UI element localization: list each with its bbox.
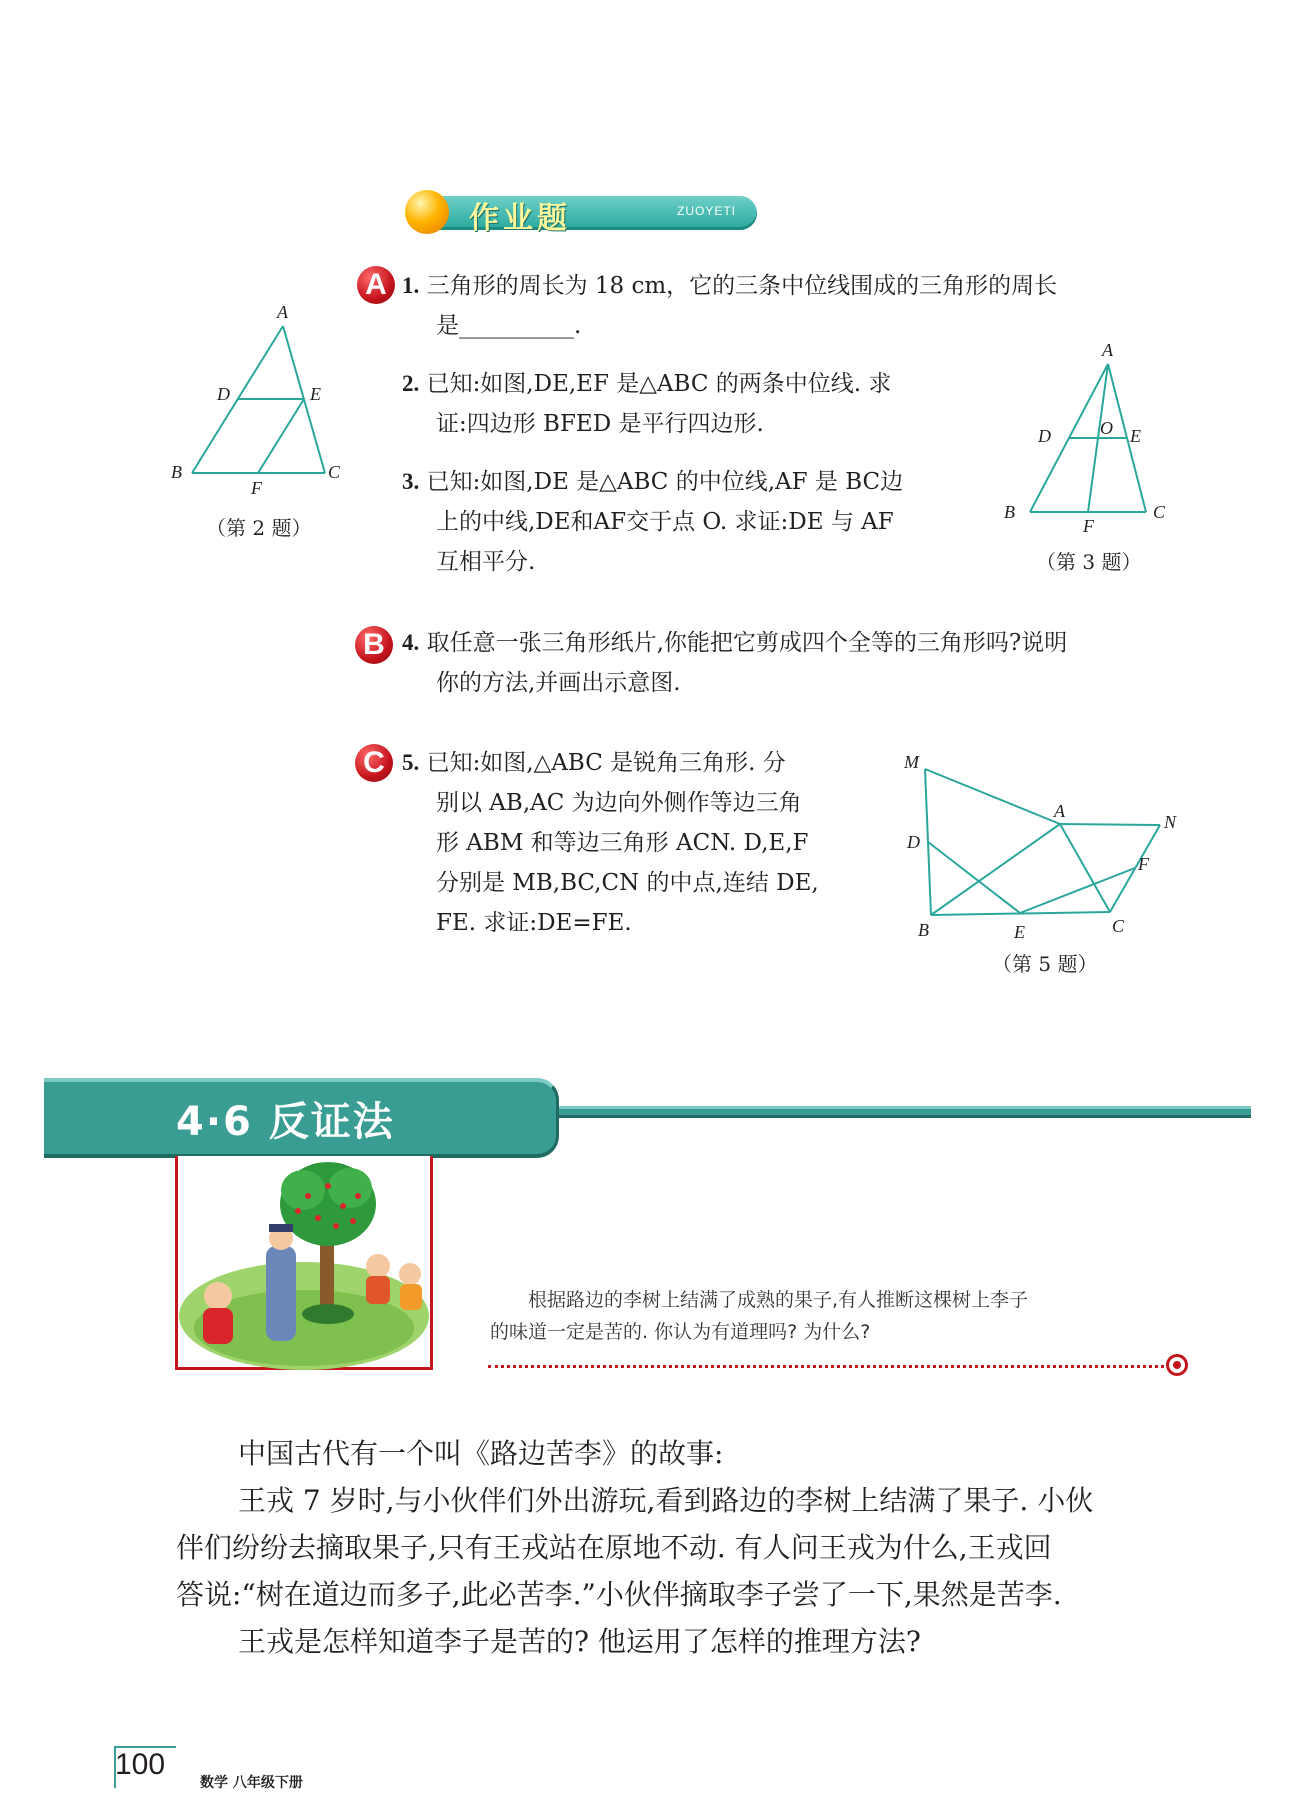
question-text: 你的方法,并画出示意图.: [436, 670, 681, 696]
figure-5-caption: （第 5 题）: [992, 952, 1098, 976]
question-3: [402, 462, 903, 582]
page-number: 100: [115, 1748, 166, 1781]
question-text: FE. 求证:DE=FE.: [436, 910, 632, 936]
question-text: 上的中线,DE和AF交于点 O. 求证:DE 与 AF: [436, 509, 894, 535]
orange-ball-icon: [405, 190, 449, 234]
label-e: E: [1014, 922, 1025, 942]
homework-banner: [405, 190, 760, 234]
label-e: E: [1130, 426, 1141, 446]
figure-3-caption: （第 3 题）: [1036, 550, 1142, 574]
question-number: 5.: [402, 750, 420, 775]
story-line: 王戎 7 岁时,与小伙伴们外出游玩,看到路边的李树上结满了果子. 小伙: [238, 1484, 1094, 1517]
question-text: 已知:如图,DE 是△ABC 的中位线,AF 是 BC边: [426, 469, 904, 495]
question-number: 3.: [402, 469, 420, 494]
label-o: O: [1100, 418, 1113, 438]
story-line: 王戎是怎样知道李子是苦的? 他运用了怎样的推理方法?: [238, 1625, 921, 1658]
question-text: 已知:如图,△ABC 是锐角三角形. 分: [426, 750, 786, 776]
label-a: A: [277, 302, 288, 322]
intro-question: [490, 1284, 1150, 1348]
story-line: 答说:“树在道边而多子,此必苦李.”小伙伴摘取李子尝了一下,果然是苦李.: [176, 1578, 1062, 1611]
label-f: F: [251, 478, 262, 498]
label-c: C: [1153, 502, 1166, 522]
label-d: D: [907, 832, 920, 852]
question-text: 互相平分.: [436, 549, 536, 575]
question-text: 取任意一张三角形纸片,你能把它剪成四个全等的三角形吗?说明: [426, 630, 1068, 656]
question-5: [402, 743, 819, 943]
label-d: D: [1038, 426, 1051, 446]
question-4: [402, 623, 1067, 703]
question-text: 三角形的周长为 18 cm，它的三条中位线围成的三角形的周长: [426, 273, 1058, 299]
level-c-badge: C: [355, 744, 393, 782]
figure-3: [1000, 334, 1200, 534]
label-a: A: [1054, 801, 1065, 821]
intro-line: 根据路边的李树上结满了成熟的果子,有人推断这棵树上李子: [528, 1289, 1029, 1311]
label-d: D: [217, 384, 230, 404]
section-header-line: [556, 1106, 1251, 1118]
figure-2: [165, 296, 355, 498]
homework-title: 作业题: [469, 201, 571, 236]
plum-tree-scene-illustration: [178, 1156, 436, 1370]
question-text: 形 ABM 和等边三角形 ACN. D,E,F: [436, 830, 809, 856]
question-number: 1.: [402, 273, 420, 298]
label-b: B: [1004, 502, 1015, 522]
question-text: 分别是 MB,BC,CN 的中点,连结 DE,: [436, 870, 819, 896]
homework-pinyin: ZUOYETI: [676, 204, 736, 218]
question-number: 2.: [402, 371, 420, 396]
question-text: 是__________.: [436, 313, 582, 339]
label-b: B: [171, 462, 182, 482]
question-2: [402, 364, 891, 444]
label-e: E: [310, 384, 321, 404]
level-a-badge: A: [357, 266, 395, 304]
figure-2-caption: （第 2 题）: [206, 516, 312, 540]
intro-line: 的味道一定是苦的. 你认为有道理吗? 为什么?: [490, 1321, 871, 1343]
question-1: [402, 266, 1057, 346]
label-f: F: [1083, 516, 1094, 536]
footer-book-title: 数学 八年级下册: [200, 1775, 303, 1791]
story-illustration: [175, 1156, 433, 1370]
level-b-badge: B: [355, 626, 393, 664]
label-c: C: [328, 462, 341, 482]
figure-5: [890, 740, 1180, 940]
question-text: 证:四边形 BFED 是平行四边形.: [436, 411, 764, 437]
label-b: B: [918, 920, 929, 940]
label-a: A: [1102, 340, 1113, 360]
question-text: 已知:如图,DE,EF 是△ABC 的两条中位线. 求: [426, 371, 892, 397]
target-dot-icon: [1166, 1354, 1188, 1376]
label-f: F: [1138, 854, 1149, 874]
story-line: 中国古代有一个叫《路边苦李》的故事:: [238, 1437, 724, 1470]
label-n: N: [1164, 812, 1177, 832]
section-title: 4·6 反证法: [176, 1099, 395, 1145]
dotted-divider: [488, 1365, 1171, 1368]
story-line: 伴们纷纷去摘取果子,只有王戎站在原地不动. 有人问王戎为什么,王戎回: [176, 1531, 1052, 1564]
question-text: 别以 AB,AC 为边向外侧作等边三角: [436, 790, 802, 816]
label-m: M: [904, 752, 919, 772]
label-c: C: [1112, 916, 1125, 936]
question-number: 4.: [402, 630, 420, 655]
